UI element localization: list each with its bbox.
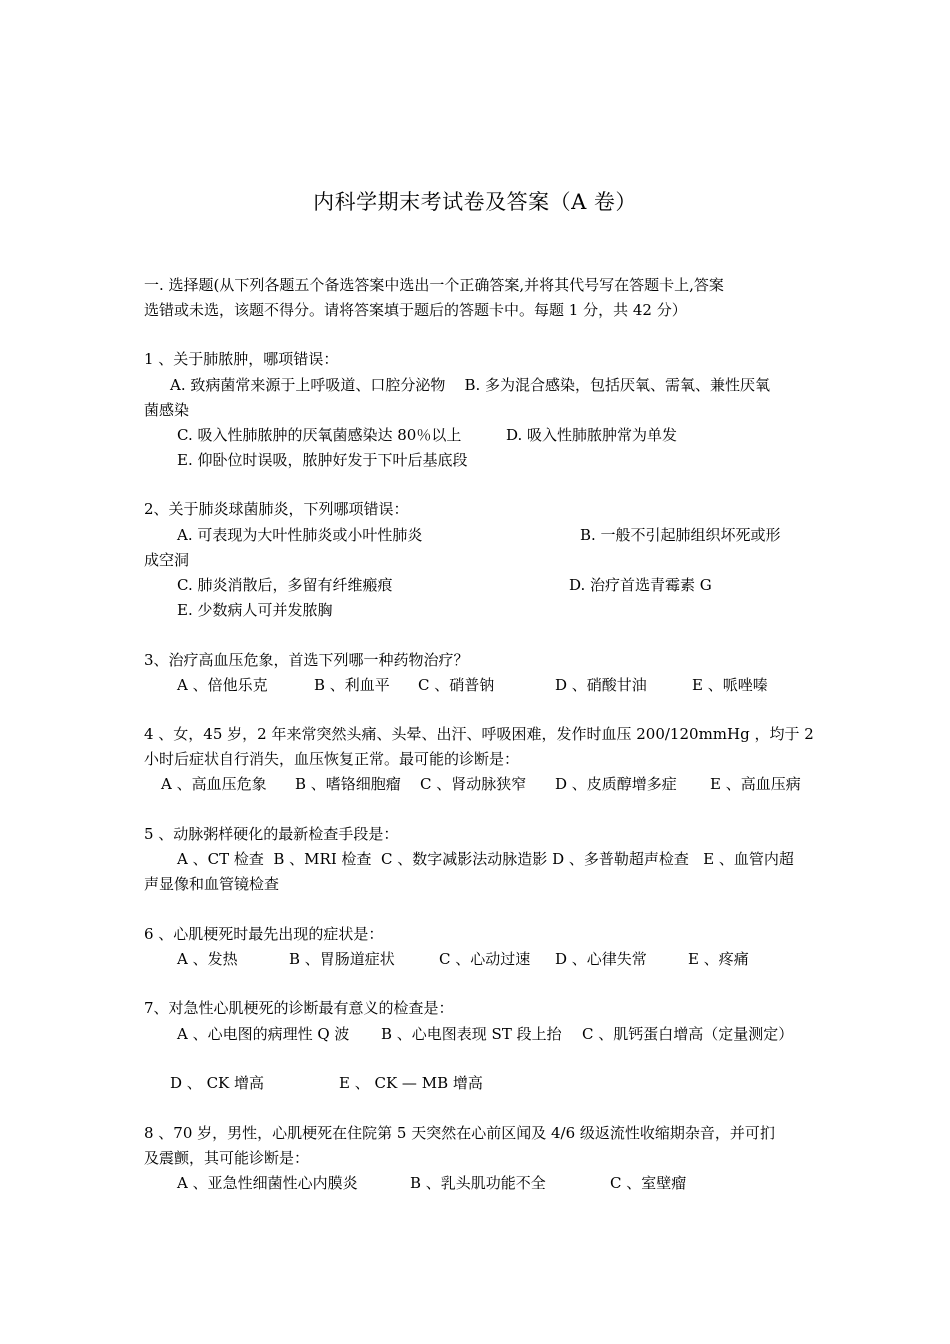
option-d: D. 吸入性肺脓肿常为单发 — [506, 426, 678, 444]
option-b: B 、乳头肌功能不全 — [410, 1174, 546, 1192]
option-e: E 、 CK — MB 增高 — [339, 1074, 483, 1092]
option-a: A 、高血压危象 — [161, 775, 267, 793]
question-7-stem: 7、对急性心肌梗死的诊断最有意义的检查是： — [144, 999, 454, 1017]
option-a: A 、发热 — [177, 950, 238, 968]
question-5-options-wrap: 声显像和血管镜检查 — [144, 875, 280, 893]
option-e: E 、哌唑嗪 — [692, 676, 768, 694]
option-d: D. 治疗首选青霉素 G — [569, 576, 712, 594]
option-c: C 、硝普钠 — [418, 676, 495, 694]
question-2-options-ab-wrap: 成空洞 — [144, 551, 190, 569]
section-instructions-line-1: 一. 选择题(从下列各题五个备选答案中选出一个正确答案,并将其代号写在答题卡上,答案 — [144, 276, 724, 294]
option-e: E 、高血压病 — [710, 775, 801, 793]
question-1-options-ab-wrap: 菌感染 — [144, 401, 190, 419]
question-1-option-e: E. 仰卧位时误吸，脓肿好发于下叶后基底段 — [177, 451, 468, 469]
option-c: C. 肺炎消散后，多留有纤维瘢痕 — [177, 576, 393, 594]
option-d: D 、心律失常 — [555, 950, 647, 968]
question-1-options-cd — [0, 426, 950, 498]
option-c: C. 吸入性肺脓肿的厌氧菌感染达 80％以上 — [177, 426, 462, 444]
option-a: A 、倍他乐克 — [177, 676, 268, 694]
option-c: C 、心动过速 — [439, 950, 531, 968]
option-b: B 、心电图表现 ST 段上抬 — [381, 1025, 562, 1043]
question-8-stem-line-1: 8 、70 岁，男性，心肌梗死在住院第 5 天突然在心前区闻及 4/6 级返流性收缩期杂音，并可扪 — [144, 1124, 775, 1142]
option-d: D 、 CK 增高 — [170, 1074, 265, 1092]
question-4-stem-line-1: 4 、女，45 岁，2 年来常突然头痛、头晕、出汗、呼吸困难，发作时血压 200/120mmHg ，均于 2 — [144, 725, 814, 743]
option-e: E 、疼痛 — [688, 950, 749, 968]
question-5-options: A 、CT 检查 B 、MRI 检查 C 、数字减影法动脉造影 D 、多普勒超声检查 E 、血管内超 — [177, 850, 794, 868]
question-1-stem: 1 、关于肺脓肿，哪项错误： — [144, 350, 339, 368]
option-c: C 、室壁瘤 — [610, 1174, 687, 1192]
question-5-stem: 5 、动脉粥样硬化的最新检查手段是： — [144, 825, 399, 843]
question-8-stem-line-2: 及震颤，其可能诊断是： — [144, 1149, 310, 1167]
option-b: B. 一般不引起肺组织坏死或形 — [580, 526, 781, 544]
question-2-options-cd — [0, 576, 950, 648]
option-d: D 、硝酸甘油 — [555, 676, 647, 694]
option-b: B 、嗜铬细胞瘤 — [295, 775, 401, 793]
option-b: B 、利血平 — [314, 676, 390, 694]
question-2-stem: 2、关于肺炎球菌肺炎，下列哪项错误： — [144, 500, 409, 518]
option-a: A. 可表现为大叶性肺炎或小叶性肺炎 — [177, 526, 423, 544]
section-instructions-line-2: 选错或未选，该题不得分。请将答案填于题后的答题卡中。每题 1 分，共 42 分） — [144, 301, 687, 319]
question-6-stem: 6 、心肌梗死时最先出现的症状是： — [144, 925, 384, 943]
option-c: C 、肌钙蛋白增高（定量测定） — [582, 1025, 794, 1043]
question-4-options — [0, 775, 950, 901]
document-title: 内科学期末考试卷及答案（A 卷） — [313, 190, 637, 214]
question-1-options-ab: A. 致病菌常来源于上呼吸道、口腔分泌物 B. 多为混合感染，包括厌氧、需氧、兼性厌氧 — [170, 376, 771, 394]
option-a: A 、亚急性细菌性心内膜炎 — [177, 1174, 358, 1192]
question-4-stem-line-2: 小时后症状自行消失，血压恢复正常。最可能的诊断是： — [144, 750, 520, 768]
option-d: D 、皮质醇增多症 — [555, 775, 677, 793]
question-2-option-e: E. 少数病人可并发脓胸 — [177, 601, 333, 619]
option-a: A 、心电图的病理性 Q 波 — [177, 1025, 350, 1043]
option-b: B 、胃肠道症状 — [289, 950, 395, 968]
option-c: C 、肾动脉狭窄 — [420, 775, 527, 793]
question-3-stem: 3、治疗高血压危象，首选下列哪一种药物治疗？ — [144, 651, 469, 669]
question-8-options — [0, 1174, 950, 1264]
